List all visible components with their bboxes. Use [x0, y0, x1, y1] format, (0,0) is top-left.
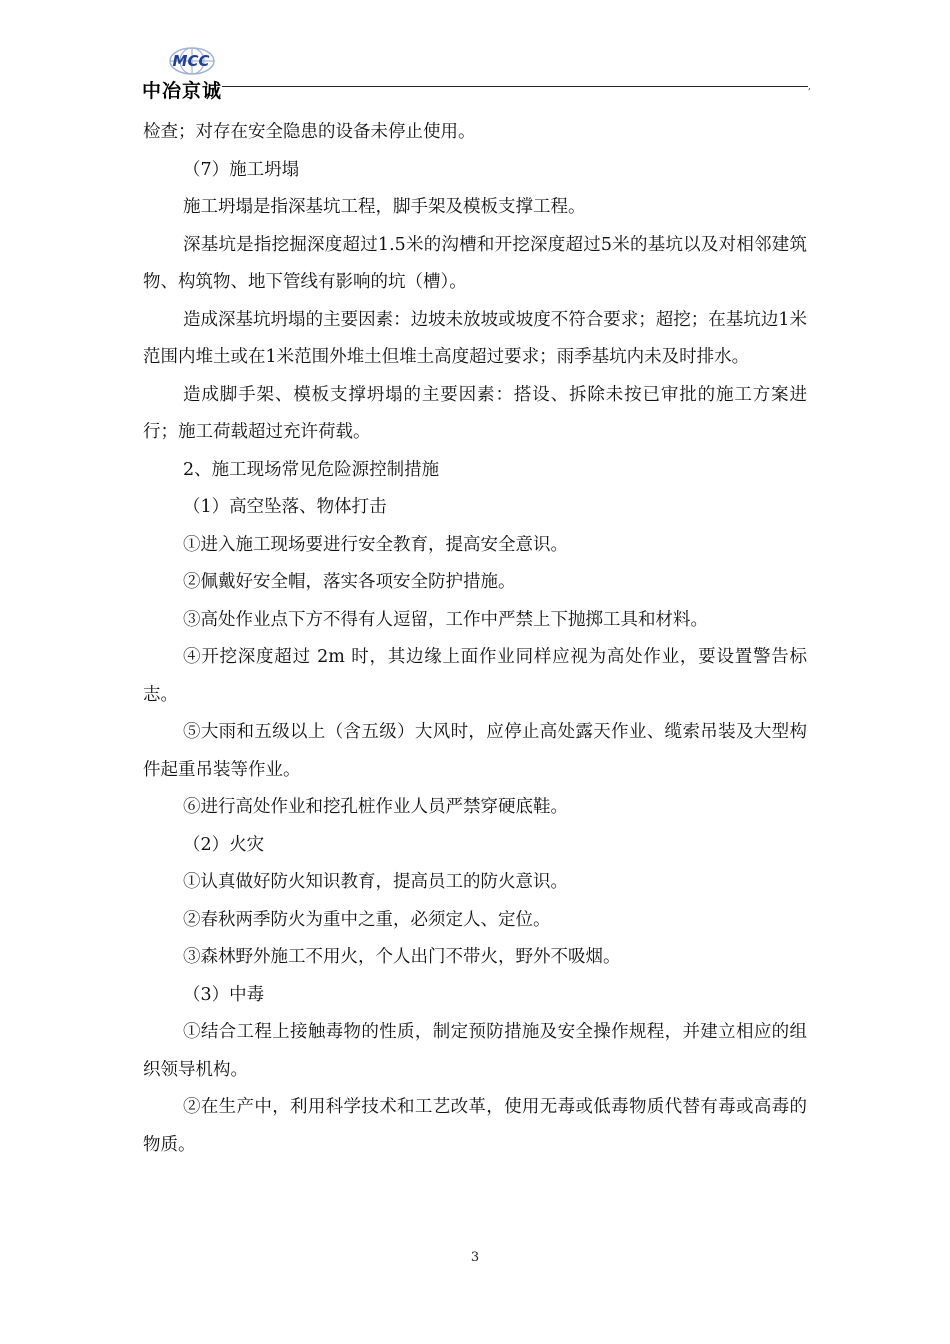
paragraph: ①认真做好防火知识教育，提高员工的防火意识。	[183, 872, 568, 892]
paragraph: 检查；对存在安全隐患的设备未停止使用。	[143, 122, 476, 142]
logo-mcc-text: MCC	[172, 52, 210, 70]
paragraph: ④开挖深度超过 2m 时，其边缘上面作业同样应视为高处作业，要设置警告标志。	[143, 647, 807, 705]
paragraph: 造成深基坑坍塌的主要因素：边坡未放坡或坡度不符合要求；超挖；在基坑边1米范围内堆土或在1米范围外堆土但堆土高度超过要求；雨季基坑内未及时排水。	[143, 309, 807, 367]
document-body	[143, 114, 807, 1164]
section-heading: （7）施工坍塌	[183, 159, 300, 180]
paragraph: ②佩戴好安全帽，落实各项安全防护措施。	[183, 572, 516, 592]
section-heading: （2）火灾	[183, 834, 265, 855]
paragraph: ③森林野外施工不用火，个人出门不带火，野外不吸烟。	[183, 947, 621, 967]
header-divider	[222, 86, 808, 87]
paragraph: 深基坑是指挖掘深度超过1.5米的沟槽和开挖深度超过5米的基坑以及对相邻建筑物、构筑物、地下管线有影响的坑（槽）。	[143, 234, 807, 292]
paragraph: ⑥进行高处作业和挖孔桩作业人员严禁穿硬底鞋。	[183, 797, 568, 817]
paragraph: 2、施工现场常见危险源控制措施	[183, 459, 440, 480]
paragraph: ②春秋两季防火为重中之重，必须定人、定位。	[183, 909, 551, 930]
paragraph: ①结合工程上接触毒物的性质，制定预防措施及安全操作规程，并建立相应的组织领导机构。	[143, 1022, 807, 1080]
paragraph: 施工坍塌是指深基坑工程，脚手架及模板支撑工程。	[183, 197, 586, 217]
paragraph: ⑤大雨和五级以上（含五级）大风时，应停止高处露天作业、缆索吊装及大型构件起重吊装等作业。	[143, 722, 807, 780]
paragraph: ①进入施工现场要进行安全教育，提高安全意识。	[183, 534, 568, 555]
paragraph: 造成脚手架、模板支撑坍塌的主要因素：搭设、拆除未按已审批的施工方案进行；施工荷载超过充许荷载。	[143, 384, 807, 442]
section-heading: （1）高空坠落、物体打击	[183, 497, 387, 517]
paragraph: ②在生产中，利用科学技术和工艺改革，使用无毒或低毒物质代替有毒或高毒的物质。	[143, 1097, 807, 1155]
page-number: 3	[470, 1250, 480, 1265]
company-name: 中冶京诚	[142, 80, 223, 102]
paragraph: ③高处作业点下方不得有人逗留，工作中严禁上下抛掷工具和材料。	[183, 609, 708, 630]
page-header	[142, 44, 812, 104]
header-rule-end-mark: ,	[808, 82, 811, 92]
section-heading: （3）中毒	[183, 984, 265, 1005]
